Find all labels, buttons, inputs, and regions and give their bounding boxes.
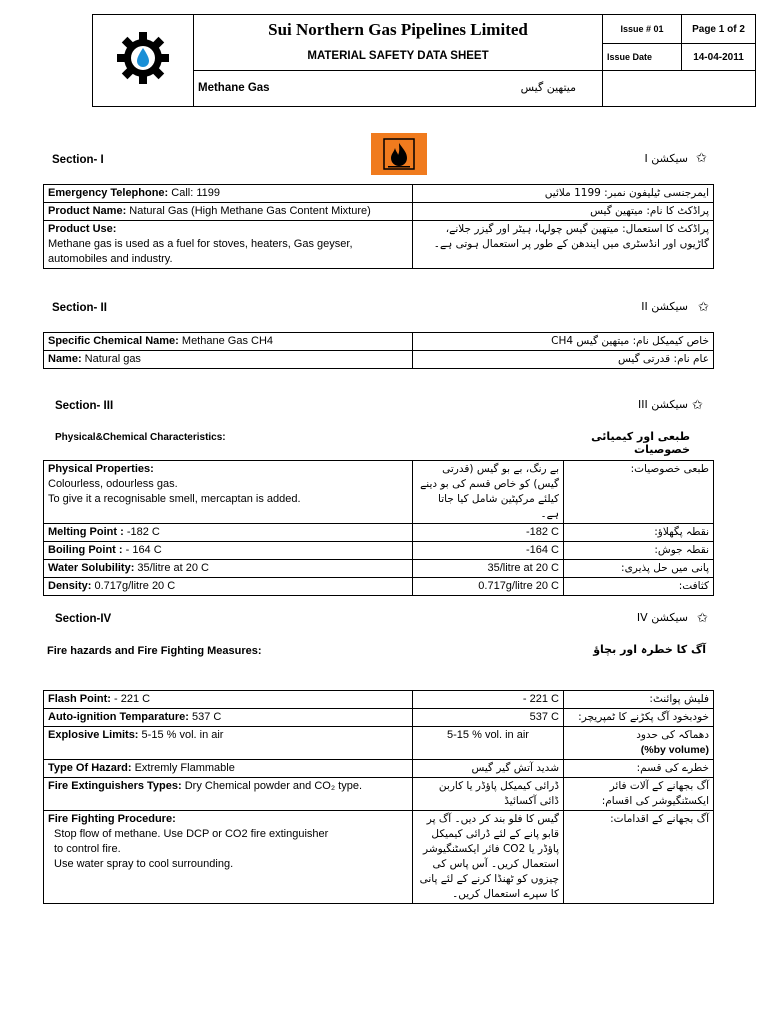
cell-ur: عام نام: قدرتی گیس <box>413 351 714 369</box>
star-icon: ✩ <box>696 150 707 165</box>
cell-ur: خاص کیمیکل نام: میتھین گیس CH4 <box>413 333 714 351</box>
cell-ur: آگ بجھانے کے آلات فائر ایکسٹنگیوشر کی اقسام: <box>564 778 714 811</box>
table-row <box>44 811 714 904</box>
section-4-label-urdu: سیکشن IV <box>636 611 688 624</box>
cell-ur: پراڈکٹ کا نام: میتھین گیس <box>413 203 714 221</box>
cell-mid: - 221 C <box>413 691 564 709</box>
section-3-subtitle: Physical&Chemical Characteristics: <box>55 432 226 443</box>
cell-ur: کثافت: <box>564 578 714 596</box>
section-2-label: Section- II <box>52 302 107 314</box>
table-row <box>44 560 714 578</box>
section-1-label-urdu: سیکشن I <box>644 152 688 165</box>
cell-ur: خودبخود آگ پکڑنے کا ٹمپریچر: <box>564 709 714 727</box>
product-name: Methane Gas <box>198 82 270 94</box>
company-logo-icon <box>113 30 173 86</box>
page-number: Page 1 of 2 <box>682 15 756 44</box>
issue-date: 14-04-2011 <box>682 44 756 71</box>
issue-number: Issue # 01 <box>603 15 682 44</box>
cell-ur: طبعی خصوصیات: <box>564 461 714 524</box>
cell-en: Emergency Telephone: Call: 1199 <box>44 185 413 203</box>
star-icon: ✩ <box>698 299 709 314</box>
cell-mid: 35/litre at 20 C <box>413 560 564 578</box>
table-row <box>44 221 714 269</box>
cell-en: Auto-ignition Temparature: 537 C <box>44 709 413 727</box>
cell-mid: گیس کا فلو بند کر دیں۔ آگ پر قابو پانے کے لئے ڈرائی کیمیکل پاؤڈر یا CO2 فائر ایکسٹنگیوشر استعمال کریں۔ آس پاس کی چیزوں کو ٹھنڈا کرنے کے لئے پانی کا سپرے استعمال کریں۔ <box>413 811 564 904</box>
cell-en: Flash Point: - 221 C <box>44 691 413 709</box>
cell-mid: -164 C <box>413 542 564 560</box>
section-2-label-urdu: سیکشن II <box>641 300 688 313</box>
table-row <box>44 727 714 760</box>
section-3-label: Section- III <box>55 400 114 412</box>
cell-ur: نقطہ پگھلاؤ: <box>564 524 714 542</box>
section-4-label: Section-IV <box>55 613 112 625</box>
table-row <box>44 461 714 524</box>
cell-en: Name: Natural gas <box>44 351 413 369</box>
cell-en: Physical Properties: Colourless, odourless gas. To give it a recognisable smell, mercaptan is added. <box>44 461 413 524</box>
table-row <box>44 760 714 778</box>
table-row <box>44 203 714 221</box>
product-name-urdu: میتھین گیس <box>520 81 576 94</box>
cell-en: Boiling Point : - 164 C <box>44 542 413 560</box>
cell-mid: ڈرائی کیمیکل پاؤڈر یا کاربن ڈائی آکسائیڈ <box>413 778 564 811</box>
cell-mid: -182 C <box>413 524 564 542</box>
doc-type: MATERIAL SAFETY DATA SHEET <box>194 44 603 71</box>
cell-ur: ایمرجنسی ٹیلیفون نمبر: 1199 ملائیں <box>413 185 714 203</box>
section-4-subtitle: Fire hazards and Fire Fighting Measures: <box>47 645 262 657</box>
flammable-hazard-icon <box>371 133 427 175</box>
cell-ur: دھماکہ کی حدود (%by volume) <box>564 727 714 760</box>
cell-en: Specific Chemical Name: Methane Gas CH4 <box>44 333 413 351</box>
cell-en: Explosive Limits: 5-15 % vol. in air <box>44 727 413 760</box>
cell-en: Fire Fighting Procedure: Stop flow of methane. Use DCP or CO2 fire extinguisher to control fire. Use water spray to cool surrounding. <box>44 811 413 904</box>
product-cell <box>194 71 603 107</box>
issue-date-label: Issue Date <box>603 44 682 71</box>
table-row <box>44 778 714 811</box>
table-row <box>44 691 714 709</box>
cell-ur: آگ بجھانے کے اقدامات: <box>564 811 714 904</box>
cell-mid: 5-15 % vol. in air <box>413 727 564 760</box>
cell-en: Melting Point : -182 C <box>44 524 413 542</box>
cell-en: Density: 0.717g/litre 20 C <box>44 578 413 596</box>
cell-mid: 537 C <box>413 709 564 727</box>
cell-ur: پانی میں حل پذیری: <box>564 560 714 578</box>
cell-en: Water Solubility: 35/litre at 20 C <box>44 560 413 578</box>
table-row <box>44 333 714 351</box>
cell-en: Fire Extinguishers Types: Dry Chemical powder and CO₂ type. <box>44 778 413 811</box>
table-row <box>44 709 714 727</box>
company-name: Sui Northern Gas Pipelines Limited <box>194 15 603 44</box>
table-row <box>44 351 714 369</box>
cell-mid: 0.717g/litre 20 C <box>413 578 564 596</box>
cell-ur: فلیش پوائنٹ: <box>564 691 714 709</box>
cell-ur: نقطہ جوش: <box>564 542 714 560</box>
cell-en: Product Name: Natural Gas (High Methane Gas Content Mixture) <box>44 203 413 221</box>
section-1-table <box>43 184 714 269</box>
table-row <box>44 578 714 596</box>
star-icon: ✩ <box>692 397 703 412</box>
star-icon: ✩ <box>697 610 708 625</box>
cell-ur: پراڈکٹ کا استعمال: میتھین گیس چولہا، ہیٹر اور گیزر جلانے، گاڑیوں اور انڈسٹری میں ایندھن کے طور پر استعمال ہوتی ہے۔ <box>413 221 714 269</box>
cell-en: Type Of Hazard: Extremly Flammable <box>44 760 413 778</box>
table-row <box>44 185 714 203</box>
section-3-label-urdu: سیکشن III <box>637 398 688 411</box>
cell-mid: شدید آتش گیر گیس <box>413 760 564 778</box>
cell-en: Product Use: Methane gas is used as a fuel for stoves, heaters, Gas geyser, automobiles and industry. <box>44 221 413 269</box>
section-2-table <box>43 332 714 369</box>
section-4-subtitle-urdu: آگ کا خطرہ اور بچاؤ <box>593 643 706 656</box>
logo-cell <box>93 15 194 107</box>
section-3-subtitle-urdu: طبعی اور کیمیائی خصوصیات <box>591 430 690 456</box>
section-4-table <box>43 690 714 904</box>
table-row <box>44 542 714 560</box>
table-row <box>44 524 714 542</box>
cell-ur: خطرے کی قسم: <box>564 760 714 778</box>
section-1-label: Section- I <box>52 154 104 166</box>
cell-mid: بے رنگ، بے بو گیس (قدرتی گیس) کو خاص قسم کی بو دینے کیلئے مرکپٹین شامل کیا جاتا ہے۔ <box>413 461 564 524</box>
header-table <box>92 14 756 107</box>
section-3-table <box>43 460 714 596</box>
